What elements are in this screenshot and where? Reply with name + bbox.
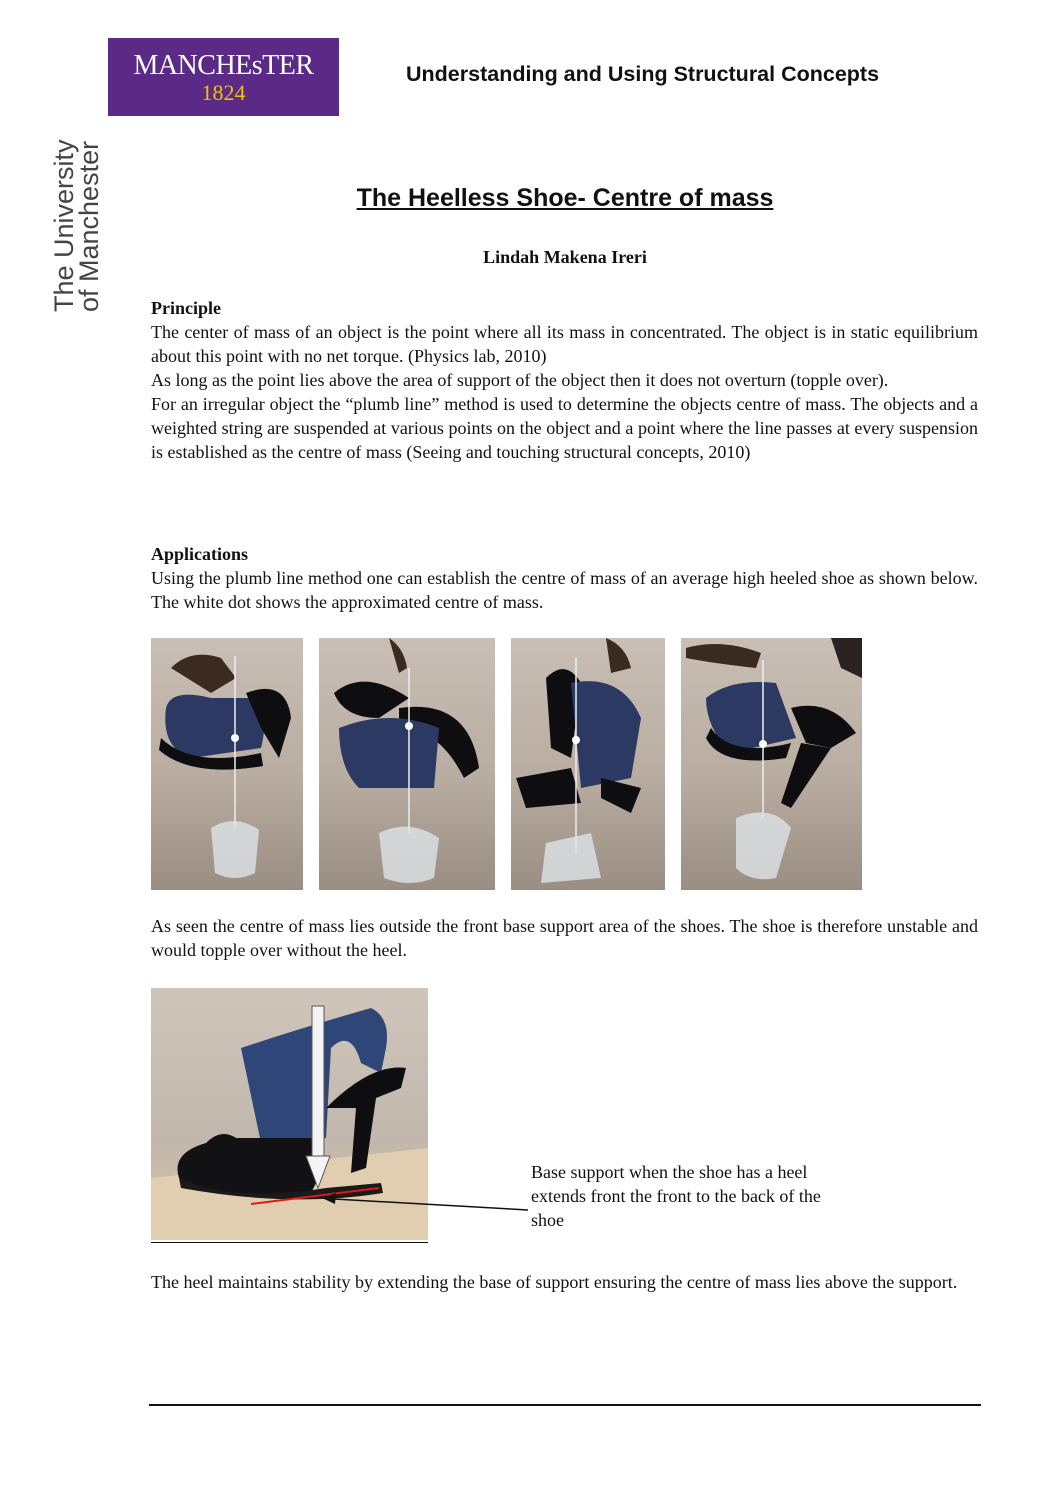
applications-paragraph: Using the plumb line method one can establish the centre of mass of an average high heeled shoe as shown below. The white dot shows the approximated centre of mass. — [151, 568, 978, 612]
principle-paragraph-3: For an irregular object the “plumb line” method is used to determine the objects centre of mass. The objects and a weighted string are suspended at various points on the object and a point where the line passes at every suspension is established as the centre of mass (Seeing and touching structural concepts, 2010) — [151, 394, 978, 462]
shoe-photo-4-illustration — [681, 638, 862, 890]
university-logo — [108, 38, 339, 116]
observation-section — [151, 914, 978, 962]
logo-name: MANCHEsTER — [133, 50, 314, 81]
principle-paragraph-2: As long as the point lies above the area of support of the object then it does not overturn (topple over). — [151, 370, 889, 390]
shoe-photo-1 — [151, 638, 303, 890]
document-title: The Heelless Shoe- Centre of mass — [356, 184, 774, 212]
photo-baseline-rule — [151, 1242, 428, 1243]
callout-arrow — [320, 1190, 530, 1220]
shoe-photo-2-illustration — [319, 638, 495, 890]
shoe-photo-1-illustration — [151, 638, 303, 890]
conclusion-section — [151, 1270, 978, 1294]
footer-rule — [149, 1404, 981, 1406]
side-text-line2: of Manchester — [74, 140, 104, 312]
logo-year: 1824 — [201, 80, 246, 105]
side-text-line1: The University — [49, 139, 79, 312]
applications-section — [151, 542, 978, 614]
applications-heading: Applications — [151, 544, 249, 564]
document-author: Lindah Makena Ireri — [483, 247, 647, 267]
header-title: Understanding and Using Structural Concepts — [406, 62, 880, 86]
shoe-photo-3 — [511, 638, 665, 890]
principle-heading: Principle — [151, 298, 221, 318]
shoe-photo-3-illustration — [511, 638, 665, 890]
principle-paragraph-1: The center of mass of an object is the point where all its mass in concentrated. The object is in static equilibrium about this point with no net torque. (Physics lab, 2010) — [151, 322, 978, 366]
base-support-callout: Base support when the shoe has a heel extends front the front to the back of the shoe — [531, 1162, 821, 1230]
shoe-photo-2 — [319, 638, 495, 890]
side-university-name — [49, 139, 104, 312]
principle-section — [151, 296, 978, 464]
observation-paragraph: As seen the centre of mass lies outside the front base support area of the shoes. The shoe is therefore unstable and would topple over without the heel. — [151, 916, 978, 960]
shoe-photo-4 — [681, 638, 862, 890]
conclusion-paragraph: The heel maintains stability by extending the base of support ensuring the centre of mass lies above the support. — [151, 1272, 958, 1292]
